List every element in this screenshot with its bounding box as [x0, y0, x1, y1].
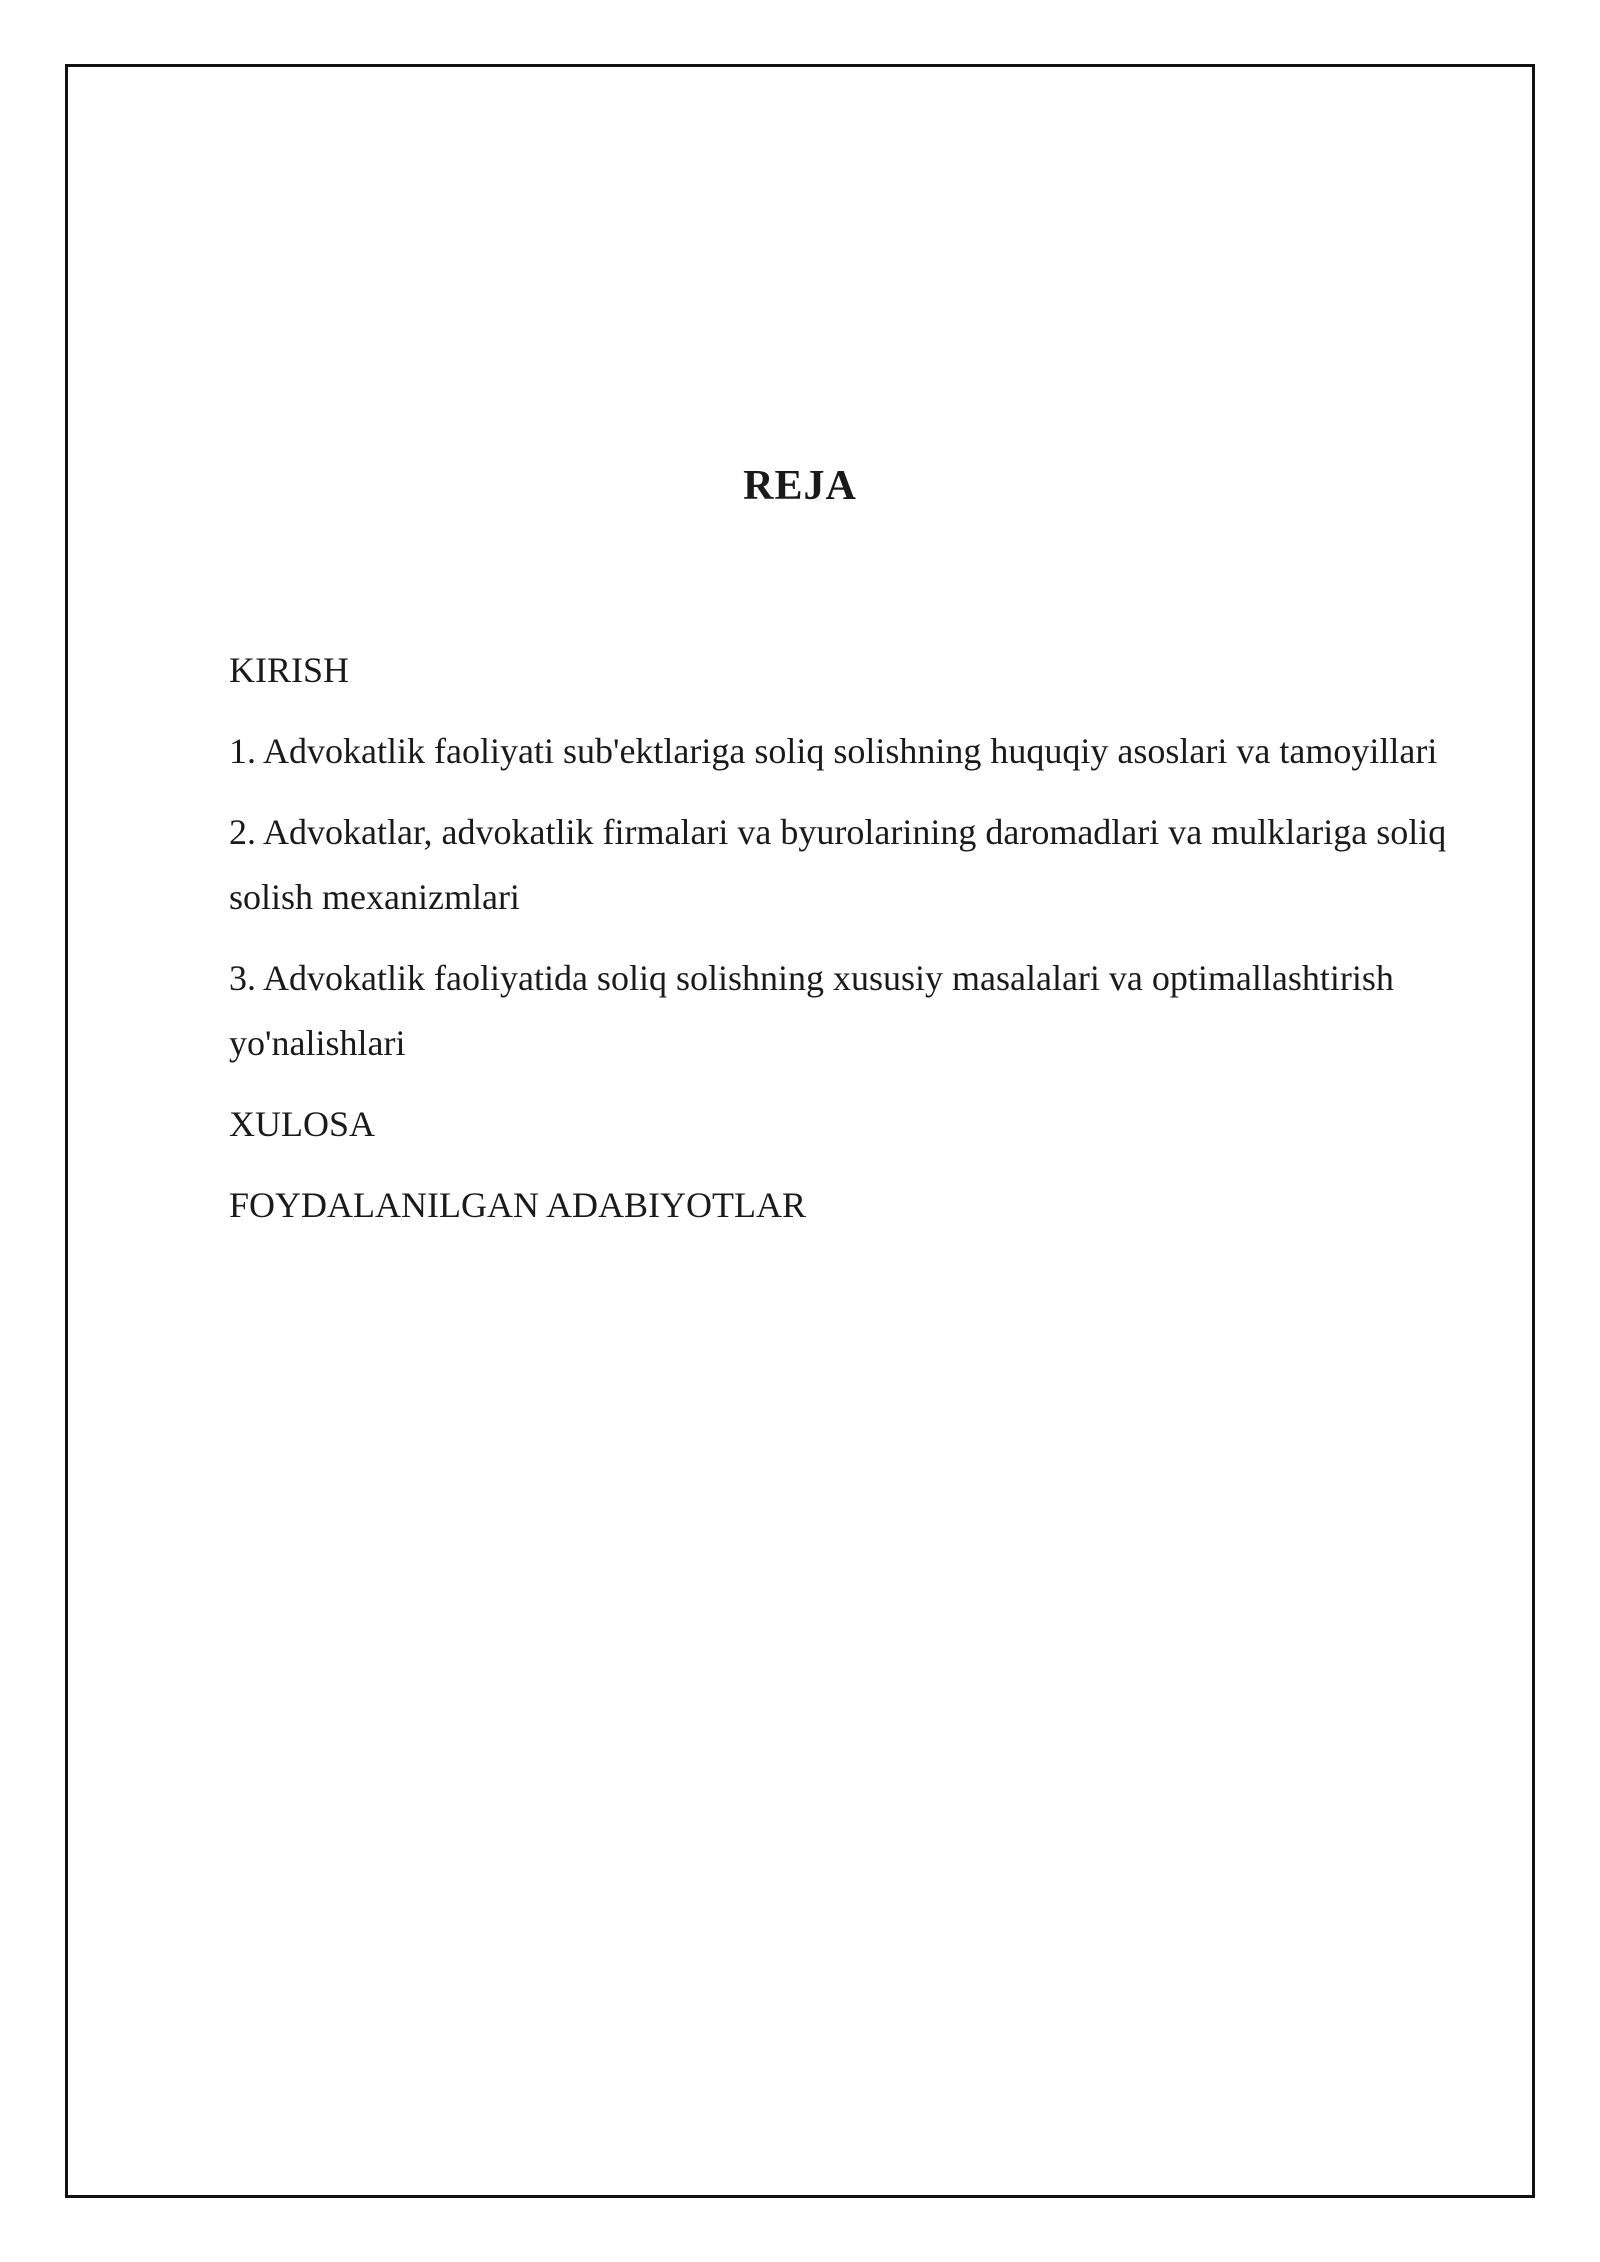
- plan-item-chapter-3: 3. Advokatlik faoliyatida soliq solishning xususiy masalalari va optimallashtirish yo'nalishlari: [229, 958, 1394, 1063]
- plan-item-chapter-2: 2. Advokatlar, advokatlik firmalari va byurolarining daromadlari va mulklariga soliq solish mexanizmlari: [229, 812, 1447, 917]
- plan-item-chapter-1: 1. Advokatlik faoliyati sub'ektlariga soliq solishning huquqiy asoslari va tamoyillari: [229, 731, 1438, 771]
- plan-list: [229, 638, 1469, 1254]
- plan-item-conclusion: XULOSA: [229, 1104, 376, 1144]
- plan-item-references: FOYDALANILGAN ADABIYOTLAR: [229, 1185, 806, 1225]
- plan-item-introduction: KIRISH: [229, 650, 350, 690]
- page-title: REJA: [743, 463, 857, 509]
